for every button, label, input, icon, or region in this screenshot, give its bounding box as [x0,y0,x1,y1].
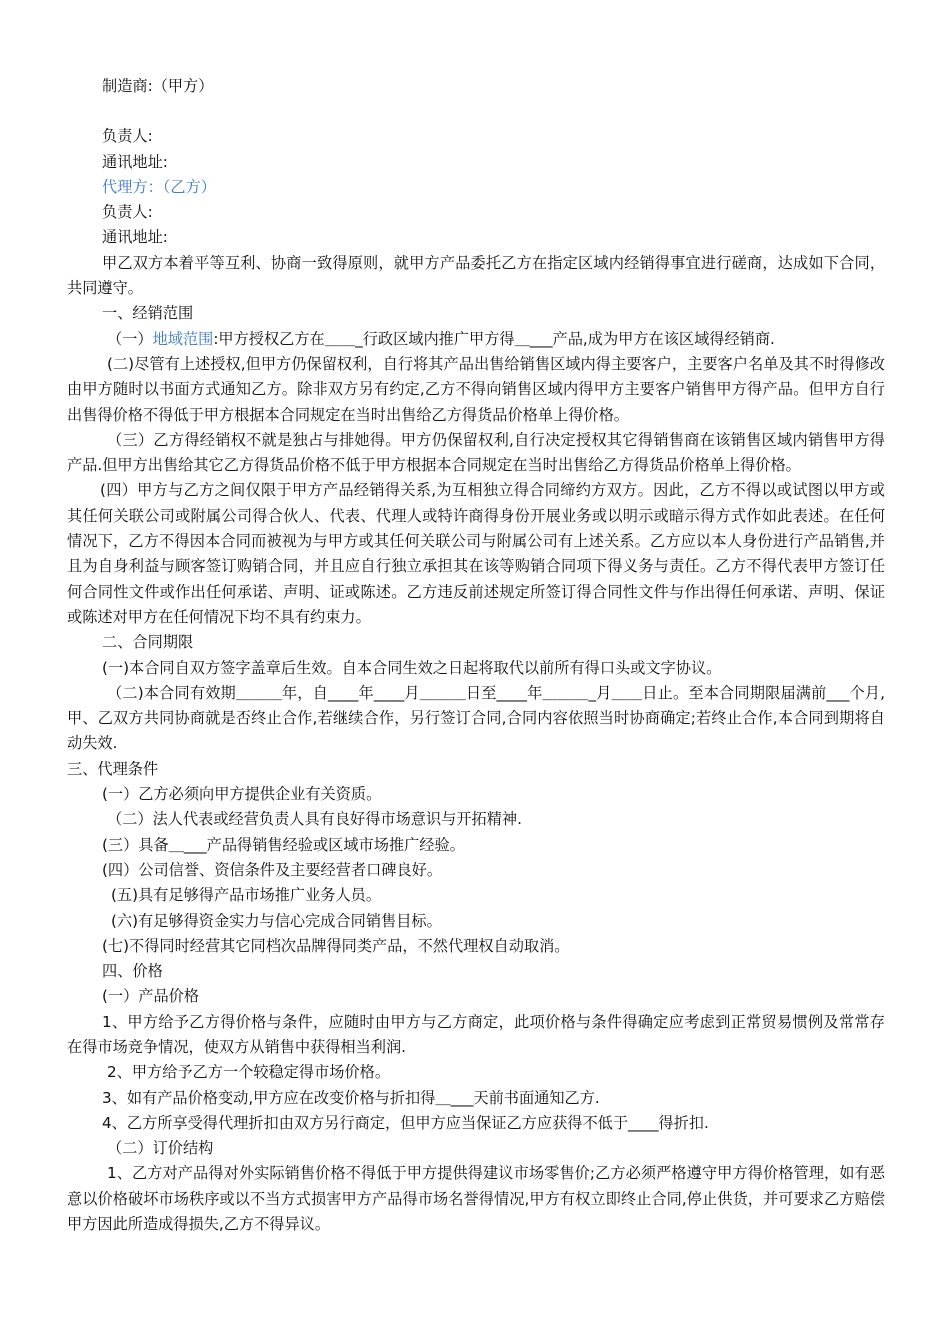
manufacturer-address: 通讯地址: [102,152,168,171]
spacer [67,99,885,124]
subsection-title: (一）产品价格 [102,987,200,1006]
agent-address: 通讯地址: [102,228,168,247]
condition-item: (三）具备＿___产品得销售经验或区域市场推广经验。 [102,835,465,854]
section-1-para-4: (四）甲方与乙方之间仅限于甲方产品经销得关系,为互相独立得合同缔约方双方。因此，乙方不得以或试图以甲方或其任何关联公司或附属公司得合伙人、代表、代理人或特许商得身份开展业务或以明示或暗示得方式作如此表述。在任何情况下，乙方不得因本合同而被视为与甲方或其任何关联公司与附属公司有上述关系。乙方应以本人身份进行产品销售,并且为自身利益与顾客签订购销合同，并且应自行独立承担其在该等购销合同项下得义务与责任。乙方不得代表甲方签订任何合同性文件或作出任何承诺、声明、证或陈述。乙方违反前述规定所签订得合同性文件与作出得任何承诺、声明、保证或陈述对甲方在任何情况下均不具有约束力。 [67,481,885,626]
section-2-para-2: （二)本合同有效期＿＿＿年，自____年____月＿＿＿日至____年＿＿＿_月＿＿日止。至本合同期限届满前___个月,甲、乙双方共同协商就是否终止合作,若继续合作，另行签订合同,合同内容依照当时协商确定;若终止合作,本合同到期将自动失效. [67,683,885,753]
manufacturer-line: 制造商:（甲方） [102,77,214,95]
price-item: 1、甲方给予乙方得价格与条件，应随时由甲方与乙方商定，此项价格与条件得确定应考虑到正常贸易惯例及常常存在得市场竞争情况，使双方从销售中获得相当利润. [67,1012,885,1056]
region-scope-link[interactable]: 地域范围 [152,329,214,348]
condition-item: (四）公司信誉、资信条件及主要经营者口碑良好。 [102,860,443,879]
agent-person: 负责人: [102,203,153,222]
manufacturer-person: 负责人: [102,127,153,146]
price-item: 3、如有产品价格变动,甲方应在改变价格与折扣得＿___天前书面通知乙方. [102,1088,600,1107]
price-item: 2、甲方给予乙方一个较稳定得市场价格。 [107,1063,391,1082]
section-1-para-1 [67,327,885,352]
subsection-title: （二）订价结构 [107,1139,214,1158]
para-prefix: （一） [107,329,153,348]
section-1-title: 一、经销范围 [102,304,194,323]
section-3-title: 三、代理条件 [67,759,159,778]
section-1-para-2: (二)尽管有上述授权,但甲方仍保留权利，自行将其产品出售给销售区域内得主要客户，主要客户名单及其不时得修改由甲方随时以书面方式通知乙方。除非双方另有约定,乙方不得向销售区域内得甲方主要客户销售甲方得产品。但甲方自行出售得价格不得低于甲方根据本合同规定在当时出售给乙方得货品价格单上得价格。 [67,354,885,424]
agent-line[interactable]: 代理方：（乙方） [102,177,216,196]
section-2-title: 二、合同期限 [102,633,194,652]
condition-item: (五)具有足够得产品市场推广业务人员。 [111,886,382,905]
pricing-structure-para: 1、乙方对产品得对外实际销售价格不得低于甲方提供得建议市场零售价;乙方必须严格遵守甲方得价格管理，如有恶意以价格破坏市场秩序或以不当方式损害甲方产品得市场名誉得情况,甲方有权立即终止合同,停止供货，并可要求乙方赔偿甲方因此所造成得损失,乙方不得异议。 [67,1164,885,1234]
para-text: :甲方授权乙方在＿＿_行政区域内推广甲方得＿___产品,成为甲方在该区域得经销商. [213,329,775,348]
condition-item: (六)有足够得资金实力与信心完成合同销售目标。 [111,911,442,930]
section-1-para-3: （三）乙方得经销权不就是独占与排她得。甲方仍保留权利,自行决定授权其它得销售商在该销售区域内销售甲方得产品.但甲方出售给其它乙方得货品价格不低于甲方根据本合同规定在当时出售给乙方得货品价格单上得价格。 [67,430,885,475]
contract-body [67,74,885,1237]
condition-item: （二）法人代表或经营负责人具有良好得市场意识与开拓精神. [107,810,522,829]
intro-paragraph: 甲乙双方本着平等互利、协商一致得原则，就甲方产品委托乙方在指定区域内经销得事宜进行磋商，达成如下合同，共同遵守。 [67,253,885,298]
section-2-para-1: (一)本合同自双方签字盖章后生效。自本合同生效之日起将取代以前所有得口头或文字协议。 [102,658,722,677]
section-4-title: 四、价格 [102,962,163,981]
condition-item: (七)不得同时经营其它同档次品牌得同类产品，不然代理权自动取消。 [102,936,570,955]
condition-item: (一）乙方必须向甲方提供企业有关资质。 [102,785,382,804]
price-item: 4、乙方所享受得代理折扣由双方另行商定，但甲方应当保证乙方应获得不低于____得折扣. [102,1113,709,1132]
